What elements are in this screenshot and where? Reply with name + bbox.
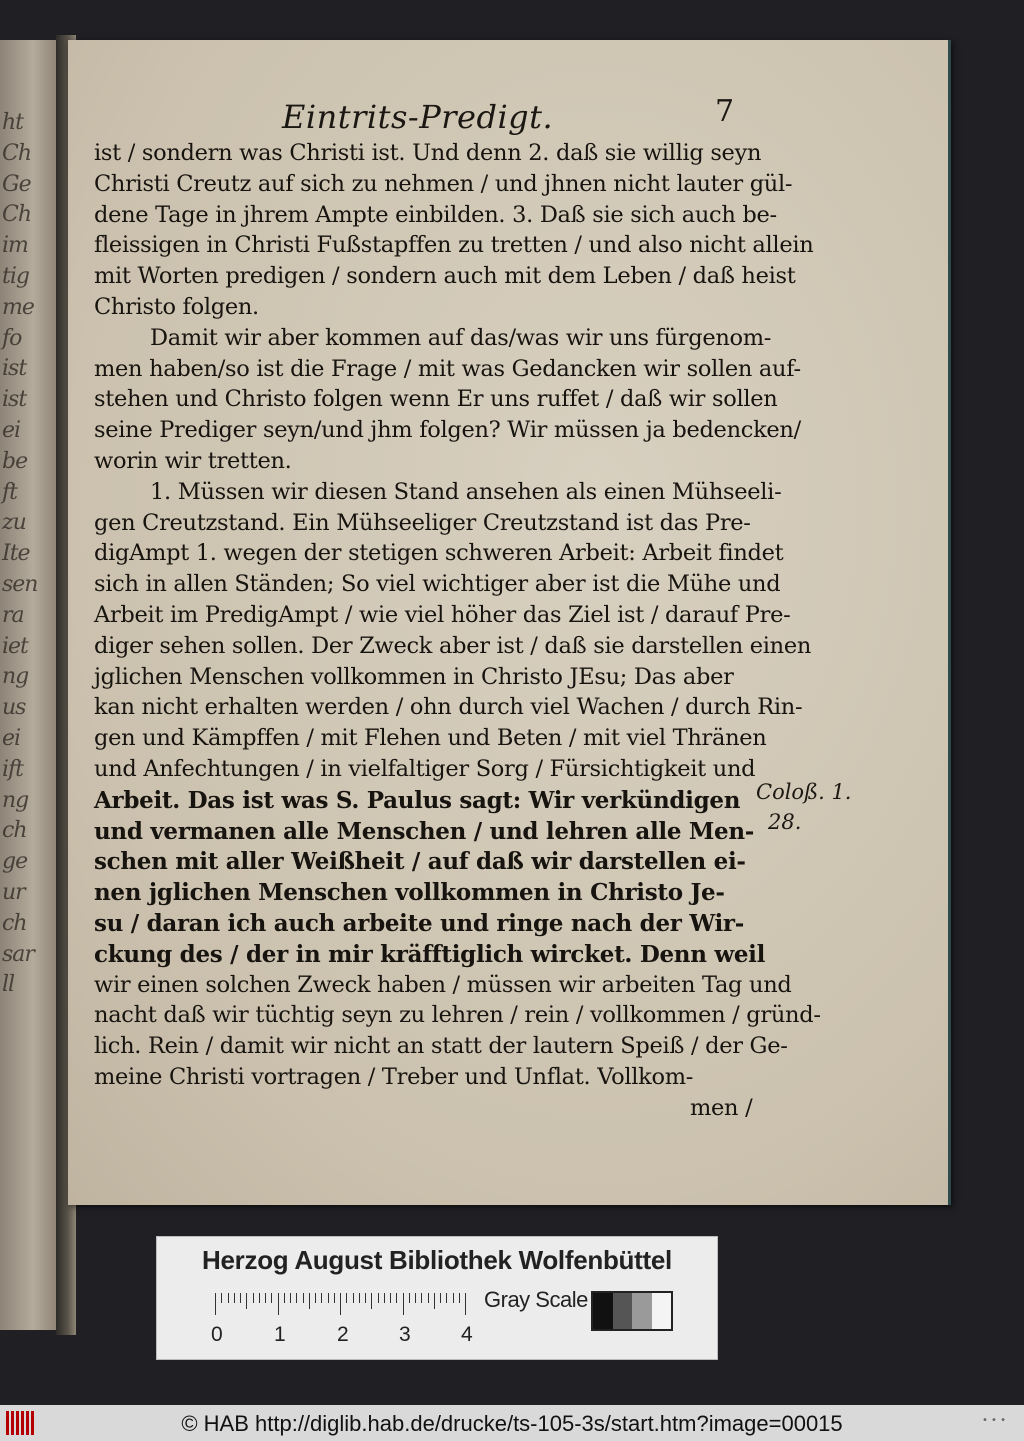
text-line: wir einen solchen Zweck haben / müssen wir arbeiten Tag und	[94, 971, 792, 998]
more-icon: • • •	[981, 1415, 1006, 1426]
gray-swatch	[613, 1293, 633, 1329]
text-line: Christo folgen.	[94, 294, 259, 320]
ruler-tick	[284, 1293, 285, 1303]
text-line: men /	[690, 1094, 753, 1121]
ruler-tick	[434, 1293, 435, 1309]
left-page-fragment: me	[2, 294, 34, 320]
ruler-tick	[215, 1293, 216, 1315]
ruler-tick	[315, 1293, 316, 1303]
text-line: seine Prediger seyn/und jhm folgen? Wir müssen ja bedencken/	[94, 417, 801, 444]
left-page-fragment: ra	[2, 602, 24, 628]
left-page-fragment: ch	[2, 910, 27, 936]
ruler-tick	[396, 1293, 397, 1303]
ruler-tick	[346, 1293, 347, 1303]
left-facing-page	[0, 40, 60, 1330]
left-page-fragment: Ch	[2, 140, 32, 166]
left-page-fragment: Ite	[2, 541, 30, 567]
color-checker-card	[156, 1236, 718, 1360]
ruler-tick	[246, 1293, 247, 1309]
scale-ruler	[215, 1293, 471, 1315]
footer-bar	[0, 1405, 1024, 1441]
ruler-tick	[409, 1293, 410, 1303]
text-line: mit Worten predigen / sondern auch mit dem Leben / daß heist	[94, 263, 796, 290]
text-line: sich in allen Ständen; So viel wichtiger aber ist die Mühe und	[94, 571, 781, 598]
left-page-fragment: be	[2, 448, 28, 474]
margin-note-reference: Coloß. 1.	[756, 780, 852, 804]
text-line: dene Tage in jhrem Ampte einbilden. 3. Daß sie sich auch be-	[94, 201, 777, 228]
left-page-fragment: ei	[2, 418, 21, 443]
left-page-fragment: ng	[2, 664, 29, 690]
text-line: worin wir tretten.	[94, 448, 292, 474]
text-line: gen Creutzstand. Ein Mühseeliger Creutzstand ist das Pre-	[94, 509, 751, 536]
ruler-tick	[353, 1293, 354, 1303]
left-page-fragment: ht	[2, 110, 24, 135]
text-line: kan nicht erhalten werden / ohn durch viel Wachen / durch Rin-	[94, 694, 803, 721]
ruler-tick	[403, 1293, 404, 1315]
left-page-fragment: fo	[2, 325, 22, 351]
ruler-tick	[421, 1293, 422, 1303]
text-line: nacht daß wir tüchtig seyn zu lehren / rein / vollkommen / gründ-	[94, 1002, 821, 1029]
text-line: Christi Creutz auf sich zu nehmen / und jhnen nicht lauter gül-	[94, 170, 793, 197]
text-line: stehen und Christo folgen wenn Er uns ruffet / daß wir sollen	[94, 386, 778, 413]
text-line: 1. Müssen wir diesen Stand ansehen als einen Mühseeli-	[150, 478, 782, 505]
left-page-fragment: ift	[2, 756, 24, 782]
ruler-tick	[465, 1293, 466, 1315]
ruler-tick	[371, 1293, 372, 1309]
ruler-number: 0	[211, 1323, 223, 1346]
ruler-tick	[334, 1293, 335, 1303]
ruler-tick	[365, 1293, 366, 1303]
text-line: ckung des / der in mir kräfftiglich wircket. Denn weil	[94, 940, 766, 968]
text-line: und vermanen alle Menschen / und lehren alle Men-	[94, 817, 755, 845]
ruler-tick	[321, 1293, 322, 1303]
ruler-tick	[309, 1293, 310, 1309]
text-line: su / daran ich auch arbeite und ringe nach der Wir-	[94, 910, 744, 937]
text-line: Damit wir aber kommen auf das/was wir uns fürgenom-	[150, 324, 772, 351]
gray-swatch	[593, 1293, 613, 1329]
text-line: diger sehen sollen. Der Zweck aber ist / daß sie darstellen einen	[94, 632, 812, 659]
left-page-fragment: ei	[2, 726, 21, 751]
text-line: ist / sondern was Christi ist. Und denn 2. daß sie willig seyn	[94, 140, 762, 166]
left-page-fragment: ist	[2, 356, 27, 382]
left-page-fragment: tig	[2, 264, 29, 289]
ruler-number: 2	[337, 1323, 349, 1346]
left-page-fragment: zu	[2, 510, 26, 536]
ruler-tick	[415, 1293, 416, 1303]
left-page-fragment: ist	[2, 387, 27, 413]
text-line: meine Christi vortragen / Treber und Unflat. Vollkom-	[94, 1064, 694, 1090]
page-number: 7	[715, 94, 735, 129]
margin-note-verse: 28.	[768, 810, 802, 834]
ruler-tick	[390, 1293, 391, 1303]
running-head: Eintrits-Predigt.	[282, 98, 554, 136]
ruler-tick	[265, 1293, 266, 1303]
checker-brand: Herzog August Bibliothek Wolfenbüttel	[202, 1245, 672, 1275]
text-line: schen mit aller Weißheit / auf daß wir darstellen ei-	[94, 848, 746, 876]
ruler-tick	[384, 1293, 385, 1303]
text-line: jglichen Menschen vollkommen in Christo JEsu; Das aber	[94, 663, 734, 690]
ruler-tick	[303, 1293, 304, 1303]
left-page-fragment: ng	[2, 787, 29, 813]
gray-swatch	[652, 1293, 672, 1329]
ruler-tick	[359, 1293, 360, 1303]
ruler-number: 4	[461, 1323, 473, 1346]
ruler-tick	[259, 1293, 260, 1303]
gray-scale-label: Gray Scale	[484, 1287, 588, 1312]
left-page-fragment: ft	[2, 479, 17, 505]
ruler-number: 1	[274, 1323, 286, 1346]
ruler-tick	[240, 1293, 241, 1303]
ruler-tick	[296, 1293, 297, 1303]
ruler-tick	[453, 1293, 454, 1303]
ruler-tick	[378, 1293, 379, 1303]
footer-credit-link[interactable]: © HAB http://diglib.hab.de/drucke/ts-105-3s/start.htm?image=00015	[181, 1411, 843, 1436]
ruler-tick	[328, 1293, 329, 1303]
left-page-fragment: ge	[2, 849, 28, 875]
text-line: digAmpt 1. wegen der stetigen schweren Arbeit: Arbeit findet	[94, 540, 784, 567]
left-page-fragment: ch	[2, 818, 27, 844]
text-line: gen und Kämpffen / mit Flehen und Beten / mit viel Thränen	[94, 725, 767, 752]
gray-scale-swatches	[591, 1291, 673, 1331]
left-page-fragment: iet	[2, 633, 28, 659]
left-page-fragment: im	[2, 233, 28, 259]
ruler-tick	[459, 1293, 460, 1303]
ruler-tick	[221, 1293, 222, 1303]
ruler-tick	[428, 1293, 429, 1303]
ruler-tick	[446, 1293, 447, 1303]
ruler-tick	[340, 1293, 341, 1315]
ruler-tick	[440, 1293, 441, 1303]
ruler-tick	[234, 1293, 235, 1303]
ruler-tick	[290, 1293, 291, 1303]
text-line: men haben/so ist die Frage / mit was Gedancken wir sollen auf-	[94, 355, 801, 382]
left-page-fragment: Ch	[2, 202, 32, 228]
text-line: fleissigen in Christi Fußstapffen zu tretten / und also nicht allein	[94, 232, 814, 259]
ruler-tick	[271, 1293, 272, 1303]
left-page-fragment: Ge	[2, 171, 31, 197]
left-page-fragment: ur	[2, 880, 25, 905]
gray-swatch	[632, 1293, 652, 1329]
text-line: und Anfechtungen / in vielfaltiger Sorg / Fürsichtigkeit und	[94, 756, 756, 782]
ruler-tick	[253, 1293, 254, 1303]
left-page-fragment: sen	[2, 572, 38, 597]
text-line: Arbeit im PredigAmpt / wie viel höher das Ziel ist / darauf Pre-	[94, 602, 791, 628]
left-page-fragment: ll	[2, 972, 15, 998]
text-line: Arbeit. Das ist was S. Paulus sagt: Wir verkündigen	[94, 786, 741, 814]
ruler-tick	[228, 1293, 229, 1303]
text-line: lich. Rein / damit wir nicht an statt der lautern Speiß / der Ge-	[94, 1033, 788, 1060]
text-line: nen jglichen Menschen vollkommen in Christo Je-	[94, 879, 725, 907]
left-page-fragment: us	[2, 695, 26, 721]
ruler-number: 3	[399, 1323, 411, 1346]
left-page-fragment: sar	[2, 941, 34, 967]
ruler-tick	[278, 1293, 279, 1315]
